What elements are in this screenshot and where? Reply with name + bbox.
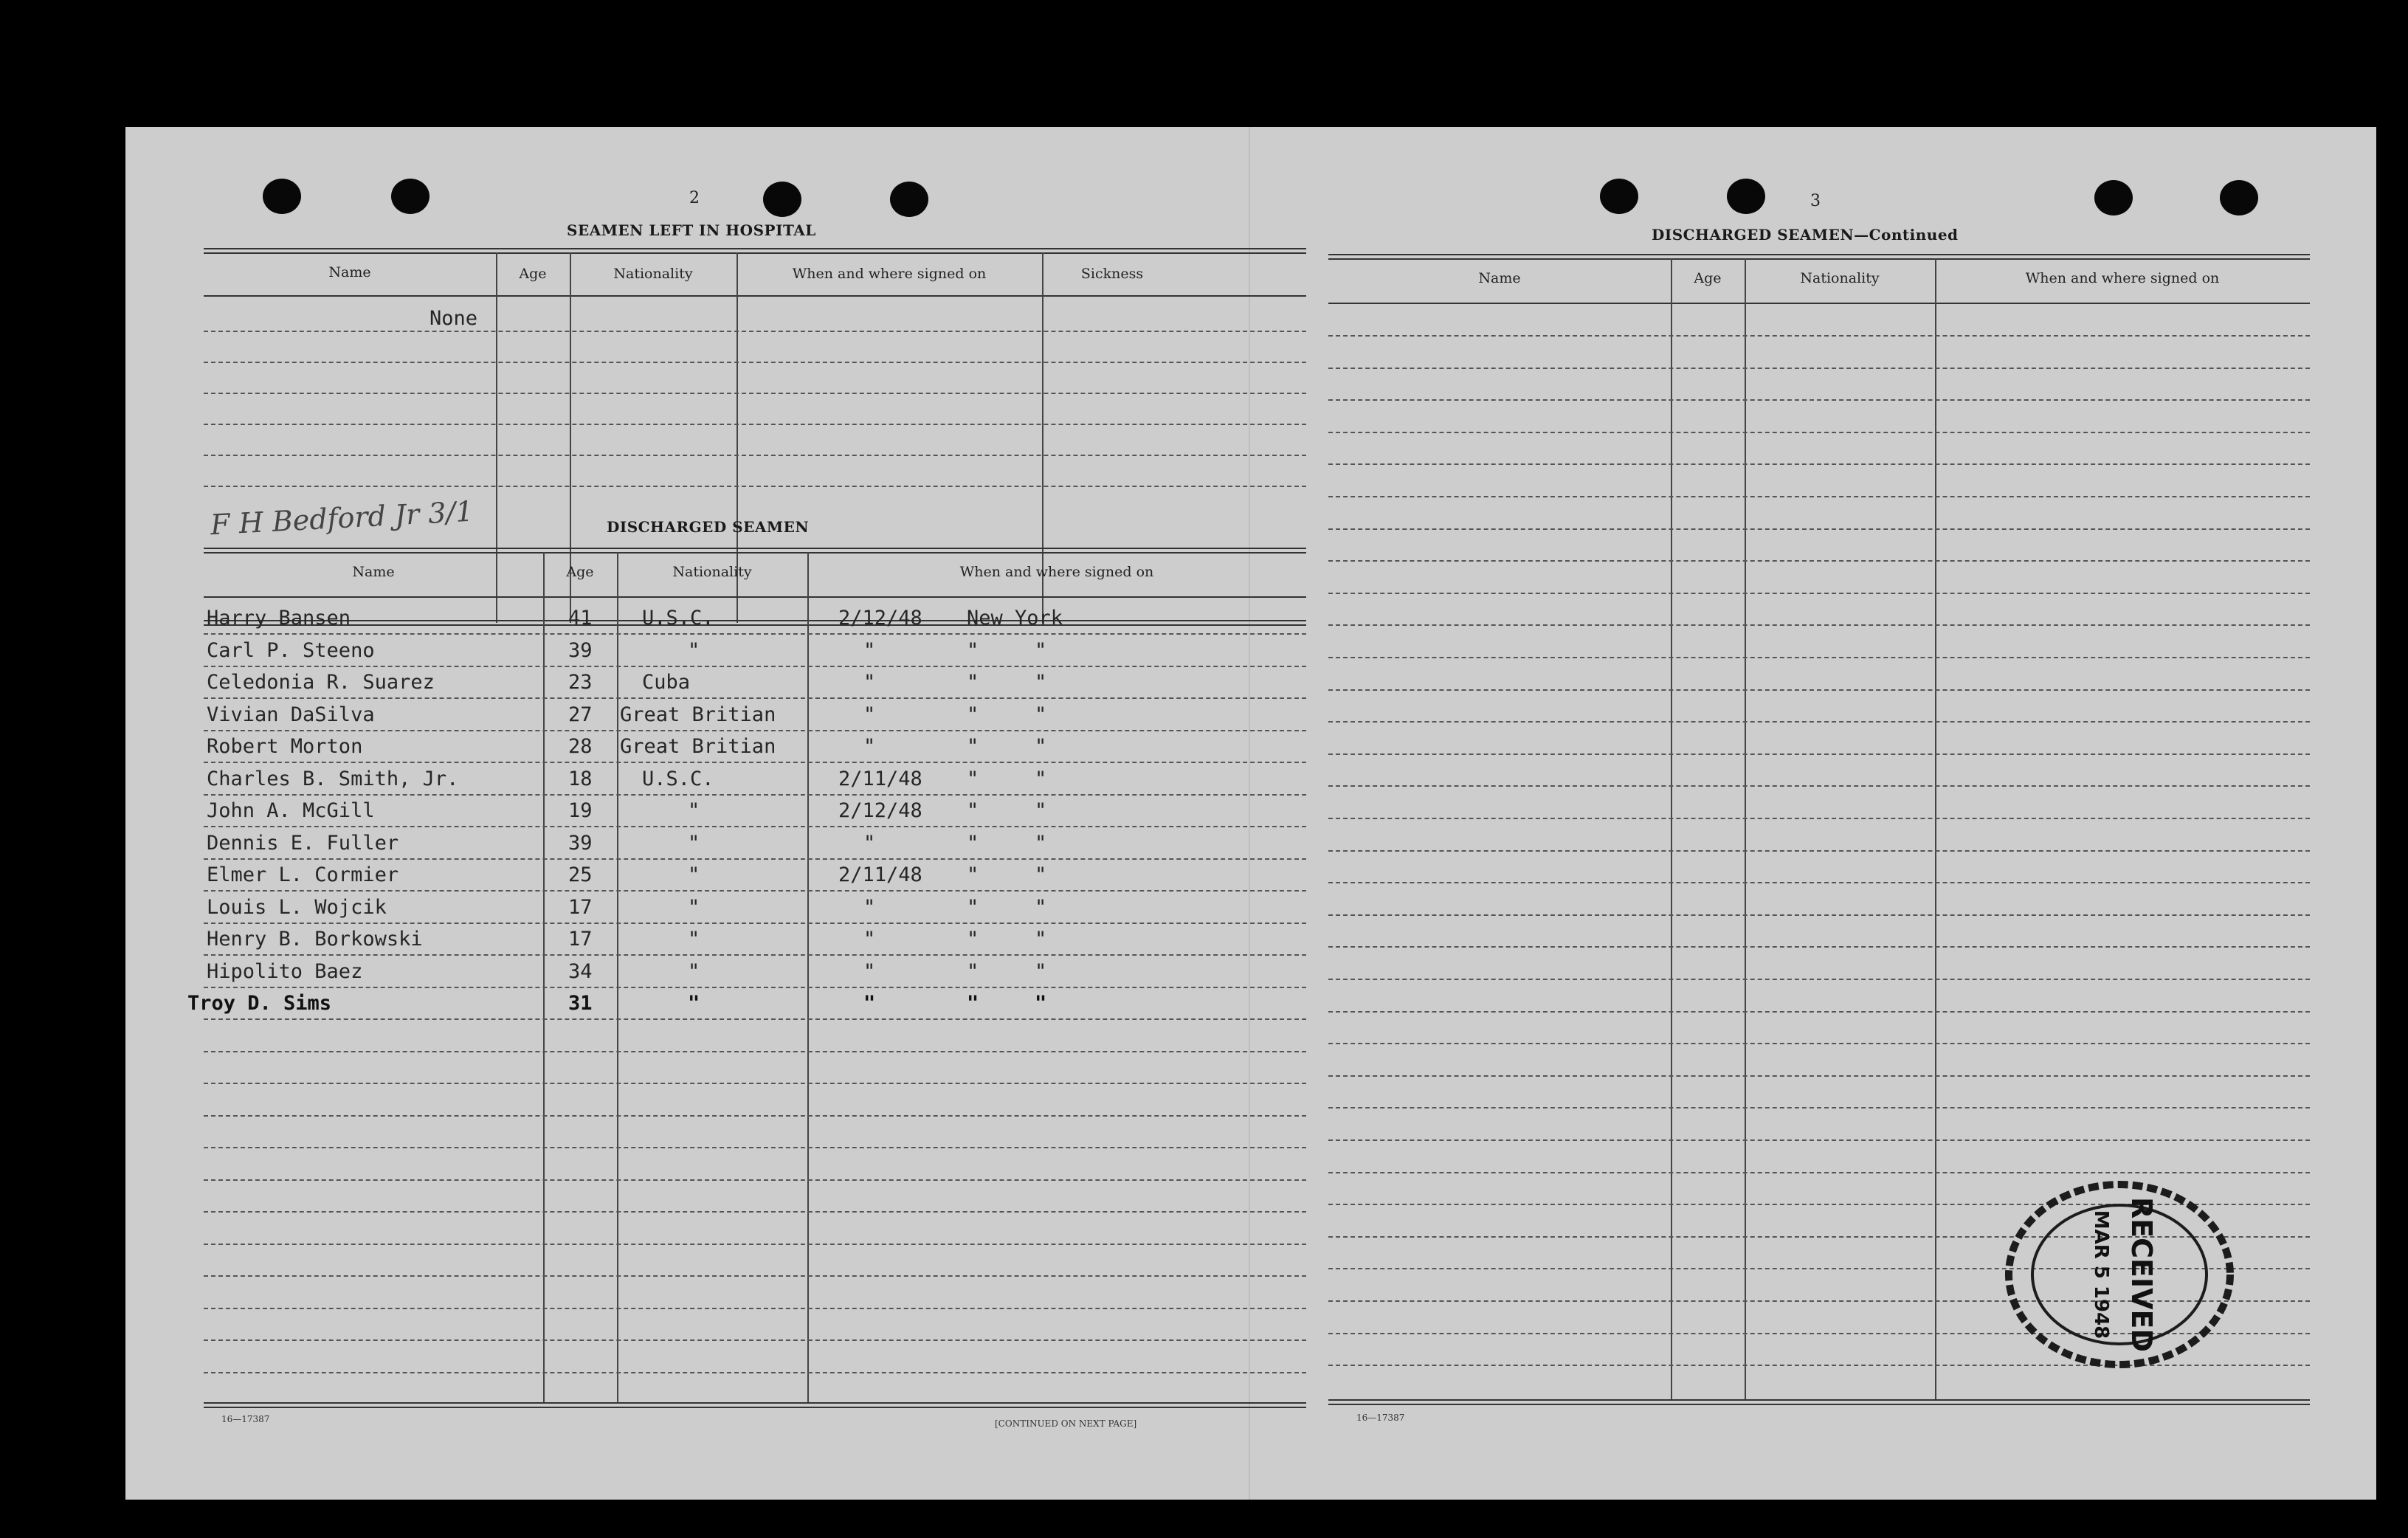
cell-place: " — [967, 735, 979, 758]
right-header-rule — [1328, 303, 2310, 304]
ruled-line — [204, 697, 1306, 699]
cell-nationality: " — [688, 831, 700, 855]
punch-hole — [263, 179, 301, 214]
ruled-line — [204, 890, 1306, 892]
cell-extra: " — [1035, 735, 1047, 758]
right-header-nationality: Nationality — [1800, 270, 1880, 286]
cell-date: 2/11/48 — [838, 863, 922, 886]
ruled-line — [204, 730, 1306, 731]
ruled-line — [1328, 399, 2310, 401]
document-sheet — [125, 127, 2376, 1500]
ruled-line — [204, 1179, 1306, 1181]
punch-hole — [2094, 180, 2133, 215]
hospital-header-name: Name — [328, 264, 371, 280]
cell-place: " — [967, 831, 979, 855]
ruled-line — [1328, 1107, 2310, 1108]
cell-nationality: " — [688, 638, 700, 662]
cell-age: 28 — [568, 735, 593, 758]
cell-name: Louis L. Wojcik — [207, 895, 387, 919]
cell-name: Harry Bansen — [207, 607, 351, 630]
ruled-line — [204, 393, 1306, 394]
discharged-header-nationality: Nationality — [672, 564, 752, 580]
ruled-line — [1328, 946, 2310, 948]
cell-age: 19 — [568, 799, 593, 822]
right-form-number: 16—17387 — [1356, 1413, 1405, 1423]
right-header-age: Age — [1694, 270, 1722, 286]
ruled-line — [1328, 754, 2310, 755]
right-top-rule — [1328, 254, 2310, 260]
hospital-title: SEAMEN LEFT IN HOSPITAL — [567, 221, 816, 239]
cell-date: " — [863, 992, 876, 1015]
cell-age: 39 — [568, 831, 593, 855]
ruled-line — [204, 1275, 1306, 1277]
page-fold — [1249, 127, 1250, 1500]
cell-date: 2/12/48 — [838, 799, 922, 822]
ruled-line — [204, 424, 1306, 425]
ruled-line — [1328, 1011, 2310, 1013]
ruled-line — [204, 486, 1306, 487]
cell-place: " — [967, 767, 979, 790]
ruled-line — [204, 1372, 1306, 1373]
cell-place: New York — [967, 607, 1063, 630]
cell-date: " — [863, 831, 876, 855]
hospital-header-sickness: Sickness — [1080, 266, 1144, 282]
ruled-line — [204, 362, 1306, 363]
cell-nationality: " — [688, 992, 700, 1015]
cell-name: Charles B. Smith, Jr. — [207, 767, 459, 790]
cell-extra: " — [1035, 831, 1047, 855]
ruled-line — [204, 762, 1306, 763]
cell-nationality: " — [688, 928, 700, 951]
cell-name: Robert Morton — [207, 735, 363, 758]
cell-age: 31 — [568, 992, 593, 1015]
cell-place: " — [967, 959, 979, 983]
ruled-line — [204, 1211, 1306, 1213]
cell-place: " — [967, 638, 979, 662]
ruled-line — [1328, 335, 2310, 337]
continued-note: [CONTINUED ON NEXT PAGE] — [995, 1418, 1137, 1429]
hospital-header-nationality: Nationality — [613, 266, 693, 282]
cell-date: 2/12/48 — [838, 607, 922, 630]
ruled-line — [1328, 1172, 2310, 1173]
ruled-line — [1328, 624, 2310, 626]
hospital-bottom-rule — [204, 620, 1306, 626]
punch-hole — [391, 179, 429, 214]
right-page-title: DISCHARGED SEAMEN—Continued — [1652, 226, 1959, 244]
ruled-line — [204, 666, 1306, 667]
right-header-name: Name — [1478, 270, 1521, 286]
cell-age: 23 — [568, 671, 593, 694]
cell-name: Celedonia R. Suarez — [207, 671, 435, 694]
cell-place: " — [967, 671, 979, 694]
handwritten-signature: F H Bedford Jr 3/1 — [210, 494, 475, 542]
cell-age: 41 — [568, 607, 593, 630]
ruled-line — [204, 1339, 1306, 1341]
cell-extra: " — [1035, 863, 1047, 886]
cell-age: 34 — [568, 959, 593, 983]
discharged-header-signed-on: When and where signed on — [959, 564, 1154, 580]
right-page-number: 3 — [1810, 192, 1821, 210]
punch-hole — [1600, 179, 1638, 214]
ruled-line — [204, 1051, 1306, 1052]
cell-nationality: " — [688, 863, 700, 886]
cell-place: " — [967, 799, 979, 822]
ruled-line — [1328, 593, 2310, 594]
right-col-divider — [1671, 258, 1672, 1401]
ruled-line — [1328, 689, 2310, 691]
ruled-line — [1328, 818, 2310, 819]
ruled-line — [204, 954, 1306, 956]
cell-age: 18 — [568, 767, 593, 790]
cell-nationality: " — [688, 799, 700, 822]
ruled-line — [204, 858, 1306, 860]
left-form-number: 16—17387 — [221, 1414, 270, 1424]
hospital-top-rule — [204, 248, 1306, 254]
hospital-header-rule — [204, 295, 1306, 297]
cell-age: 17 — [568, 928, 593, 951]
ruled-line — [1328, 882, 2310, 883]
ruled-line — [204, 633, 1306, 635]
cell-extra: " — [1035, 959, 1047, 983]
cell-nationality: Great Britian — [620, 703, 776, 726]
ruled-line — [204, 455, 1306, 456]
ruled-line — [1328, 721, 2310, 723]
cell-place: " — [967, 863, 979, 886]
ruled-line — [1328, 432, 2310, 433]
cell-name: Elmer L. Cormier — [207, 863, 399, 886]
ruled-line — [1328, 785, 2310, 787]
ruled-line — [204, 826, 1306, 827]
cell-nationality: Great Britian — [620, 735, 776, 758]
ruled-line — [204, 331, 1306, 332]
cell-place: " — [967, 992, 979, 1015]
stamp-received-text: RECEIVED — [2125, 1196, 2158, 1353]
ruled-line — [204, 1115, 1306, 1117]
cell-name: Vivian DaSilva — [207, 703, 375, 726]
cell-age: 27 — [568, 703, 593, 726]
right-col-divider — [1745, 258, 1746, 1401]
discharged-header-age: Age — [566, 564, 594, 580]
hospital-header-age: Age — [519, 266, 547, 282]
ruled-line — [204, 1308, 1306, 1309]
punch-hole — [763, 182, 801, 217]
cell-name: Carl P. Steeno — [207, 638, 375, 662]
ruled-line — [204, 1018, 1306, 1020]
cell-extra: " — [1035, 703, 1047, 726]
cell-name: Troy D. Sims — [187, 992, 332, 1015]
received-stamp — [2000, 1175, 2240, 1374]
cell-extra: " — [1035, 895, 1047, 919]
ruled-line — [204, 987, 1306, 988]
cell-extra: " — [1035, 671, 1047, 694]
ruled-line — [204, 1147, 1306, 1148]
cell-date: " — [863, 959, 876, 983]
cell-extra: " — [1035, 767, 1047, 790]
punch-hole — [2220, 180, 2258, 215]
cell-name: Dennis E. Fuller — [207, 831, 399, 855]
discharged-title: DISCHARGED SEAMEN — [607, 518, 810, 536]
cell-date: " — [863, 928, 876, 951]
left-page-number: 2 — [689, 189, 700, 207]
ruled-line — [1328, 528, 2310, 530]
ruled-line — [1328, 979, 2310, 980]
cell-nationality: U.S.C. — [642, 607, 714, 630]
discharged-bottom-rule — [204, 1402, 1306, 1408]
cell-nationality: Cuba — [642, 671, 691, 694]
cell-extra: " — [1035, 799, 1047, 822]
ruled-line — [1328, 657, 2310, 658]
discharged-header-rule — [204, 596, 1306, 598]
cell-date: " — [863, 895, 876, 919]
right-bottom-rule — [1328, 1399, 2310, 1405]
discharged-top-rule — [204, 548, 1306, 554]
cell-extra: " — [1035, 992, 1047, 1015]
ruled-line — [1328, 1043, 2310, 1044]
ruled-line — [1328, 1075, 2310, 1077]
ruled-line — [1328, 1139, 2310, 1141]
cell-nationality: " — [688, 959, 700, 983]
cell-date: " — [863, 703, 876, 726]
hospital-entry-none: None — [429, 307, 478, 330]
cell-place: " — [967, 703, 979, 726]
ruled-line — [204, 794, 1306, 796]
ruled-line — [1328, 850, 2310, 852]
cell-place: " — [967, 928, 979, 951]
cell-nationality: " — [688, 895, 700, 919]
cell-age: 25 — [568, 863, 593, 886]
cell-extra: " — [1035, 638, 1047, 662]
cell-date: 2/11/48 — [838, 767, 922, 790]
cell-name: Hipolito Baez — [207, 959, 363, 983]
cell-name: John A. McGill — [207, 799, 375, 822]
ruled-line — [204, 1244, 1306, 1245]
discharged-header-name: Name — [352, 564, 395, 580]
cell-date: " — [863, 735, 876, 758]
ruled-line — [204, 1083, 1306, 1084]
cell-place: " — [967, 895, 979, 919]
cell-extra: " — [1035, 928, 1047, 951]
cell-date: " — [863, 671, 876, 694]
ruled-line — [1328, 368, 2310, 369]
hospital-header-signed-on: When and where signed on — [792, 266, 987, 282]
ruled-line — [204, 923, 1306, 924]
cell-name: Henry B. Borkowski — [207, 928, 423, 951]
ruled-line — [1328, 914, 2310, 916]
punch-hole — [1727, 179, 1765, 214]
right-col-divider — [1935, 258, 1936, 1401]
ruled-line — [1328, 496, 2310, 497]
cell-date: " — [863, 638, 876, 662]
cell-nationality: U.S.C. — [642, 767, 714, 790]
right-header-signed-on: When and where signed on — [2025, 270, 2220, 286]
ruled-line — [1328, 560, 2310, 562]
punch-hole — [890, 182, 928, 217]
cell-age: 17 — [568, 895, 593, 919]
cell-age: 39 — [568, 638, 593, 662]
ruled-line — [1328, 463, 2310, 465]
stamp-date-text: MAR 5 1948 — [2090, 1210, 2112, 1339]
